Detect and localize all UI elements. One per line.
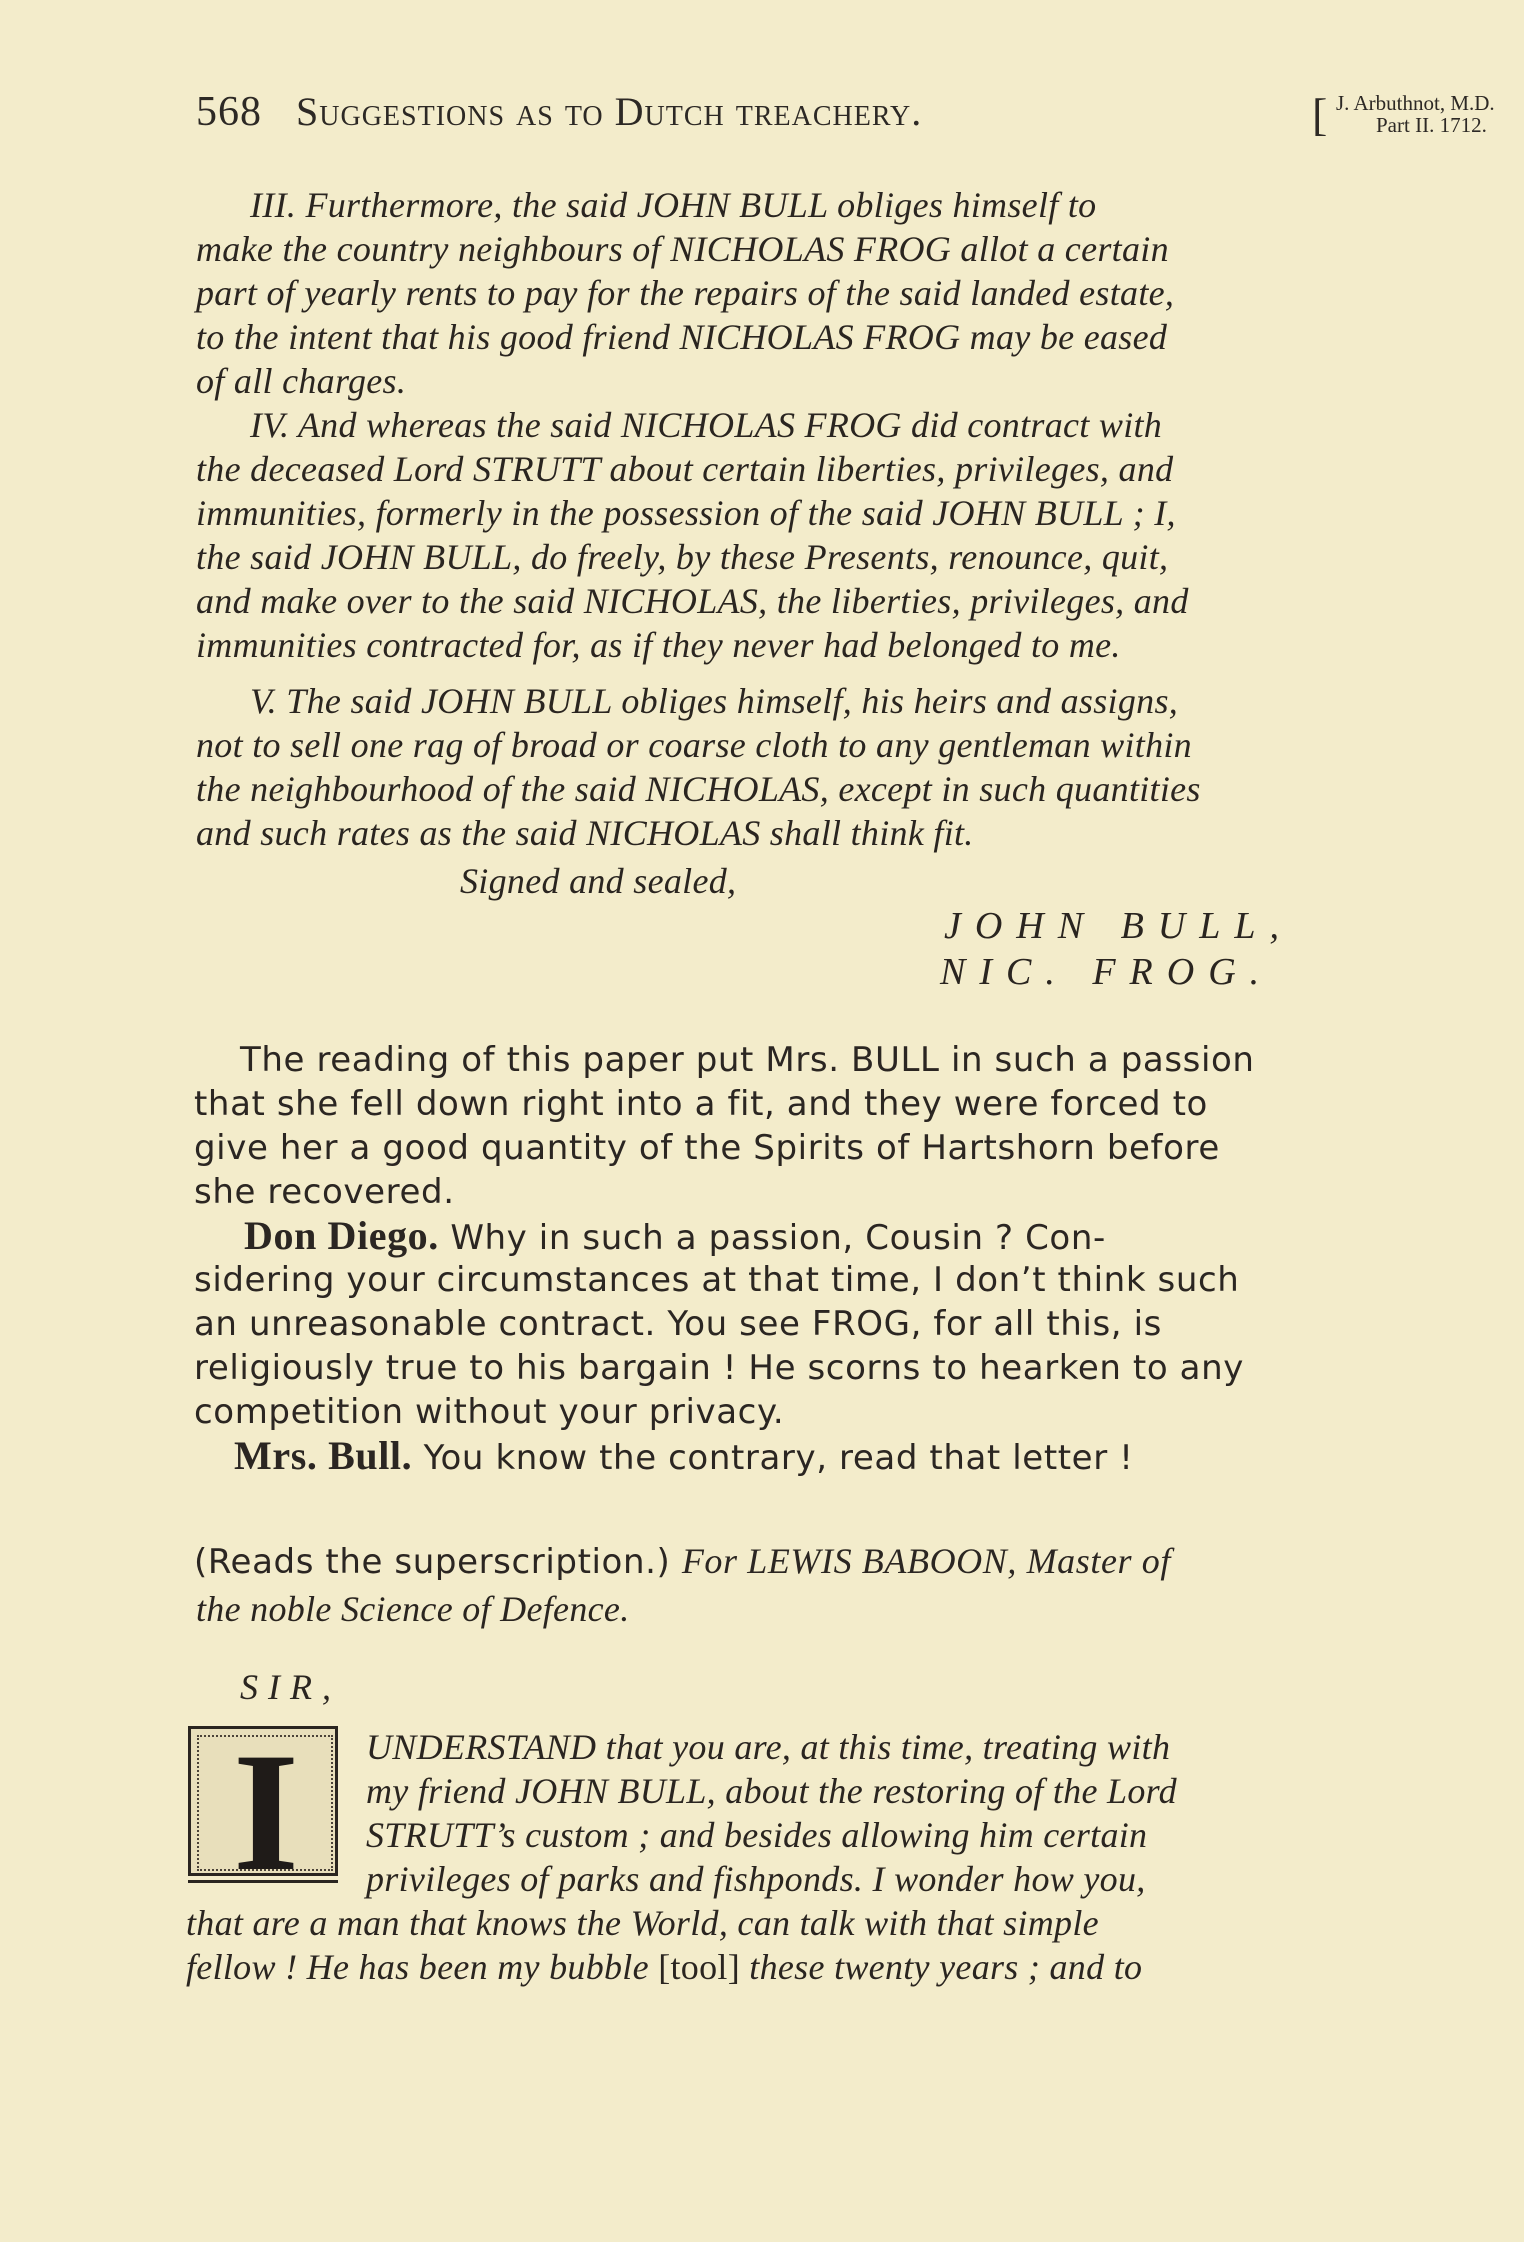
superscription-address-line: the noble Science of Defence. [196,1589,630,1629]
letter-line: UNDERSTAND that you are, at this time, treating with [366,1727,1171,1767]
contract-line: and make over to the said NICHOLAS, the liberties, privileges, and [196,581,1189,621]
dialogue-line: religiously true to his bargain ! He scorns to hearken to any [194,1348,1244,1388]
contract-line: immunities, formerly in the possession of the said JOHN BULL ; I, [196,493,1176,533]
dialogue-line: an unreasonable contract. You see FROG, for all this, is [194,1304,1162,1344]
narrative-line: give her a good quantity of the Spirits of Hartshorn before [194,1128,1220,1168]
letter-line [186,1946,1372,1988]
page-number: 568 [196,89,262,135]
narrative-line: that she fell down right into a fit, and they were forced to [194,1084,1208,1124]
contract-line: V. The said JOHN BULL obliges himself, his heirs and assigns, [250,681,1179,721]
running-header [196,88,1495,148]
contract-line: the said JOHN BULL, do freely, by these Presents, renounce, quit, [196,537,1169,577]
letter-line: my friend JOHN BULL, about the restoring of the Lord [366,1771,1177,1811]
speaker-mrs-bull: Mrs. Bull. [234,1433,413,1478]
initial-letter: I [232,1726,300,1876]
dialogue-text: Why in such a passion, Cousin ? Con- [450,1218,1106,1258]
superscription-stage-direction: (Reads the superscription.) [194,1542,671,1582]
part-and-year: Part II. 1712. [1376,113,1487,137]
contract-line: part of yearly rents to pay for the repairs of the said landed estate, [196,273,1175,313]
contract-line: not to sell one rag of broad or coarse cloth to any gentleman within [196,725,1192,765]
dialogue-line [234,1432,1374,1479]
letter-text: these twenty years ; and to [749,1947,1143,1987]
letter-text: fellow ! He has been my bubble [186,1947,649,1987]
speaker-don-diego: Don Diego. [244,1213,439,1258]
dialogue-line: competition without your privacy. [194,1392,785,1432]
running-title: Suggestions as to Dutch treachery. [296,89,923,134]
dialogue-text: You know the contrary, read that letter ! [423,1438,1134,1478]
signed-and-sealed: Signed and sealed, [460,861,737,901]
header-bracket: [ [1312,89,1328,140]
superscription-line [194,1540,1374,1582]
author-attribution [1336,92,1524,136]
author-name: J. Arbuthnot, M.D. [1336,91,1495,115]
contract-line: IV. And whereas the said NICHOLAS FROG did contract with [250,405,1163,445]
contract-line: and such rates as the said NICHOLAS shall think fit. [196,813,974,853]
contract-line: of all charges. [196,361,407,401]
contract-line: III. Furthermore, the said JOHN BULL obliges himself to [250,185,1097,225]
letter-line: STRUTT’s custom ; and besides allowing him certain [366,1815,1148,1855]
letter-line: privileges of parks and fishponds. I wonder how you, [366,1859,1146,1899]
decorated-initial [188,1726,338,1876]
letter-salutation: SIR, [240,1667,341,1707]
dialogue-line: sidering your circumstances at that time, I don’t think such [194,1260,1240,1300]
initial-base-rule [188,1880,338,1883]
editorial-gloss: [tool] [658,1947,740,1987]
narrative-line: she recovered. [194,1172,455,1212]
contract-line: make the country neighbours of NICHOLAS FROG allot a certain [196,229,1169,269]
contract-line: the deceased Lord STRUTT about certain liberties, privileges, and [196,449,1174,489]
signature-john-bull: JOHN BULL, [944,905,1294,947]
letter-line: that are a man that knows the World, can talk with that simple [186,1903,1099,1943]
dialogue-line [244,1212,1374,1259]
narrative-line: The reading of this paper put Mrs. BULL in such a passion [240,1040,1255,1080]
contract-line: to the intent that his good friend NICHOLAS FROG may be eased [196,317,1168,357]
signature-nic-frog: NIC. FROG. [940,951,1274,993]
contract-line: immunities contracted for, as if they never had belonged to me. [196,625,1121,665]
contract-line: the neighbourhood of the said NICHOLAS, except in such quantities [196,769,1201,809]
superscription-address: For LEWIS BABOON, Master of [681,1541,1171,1581]
